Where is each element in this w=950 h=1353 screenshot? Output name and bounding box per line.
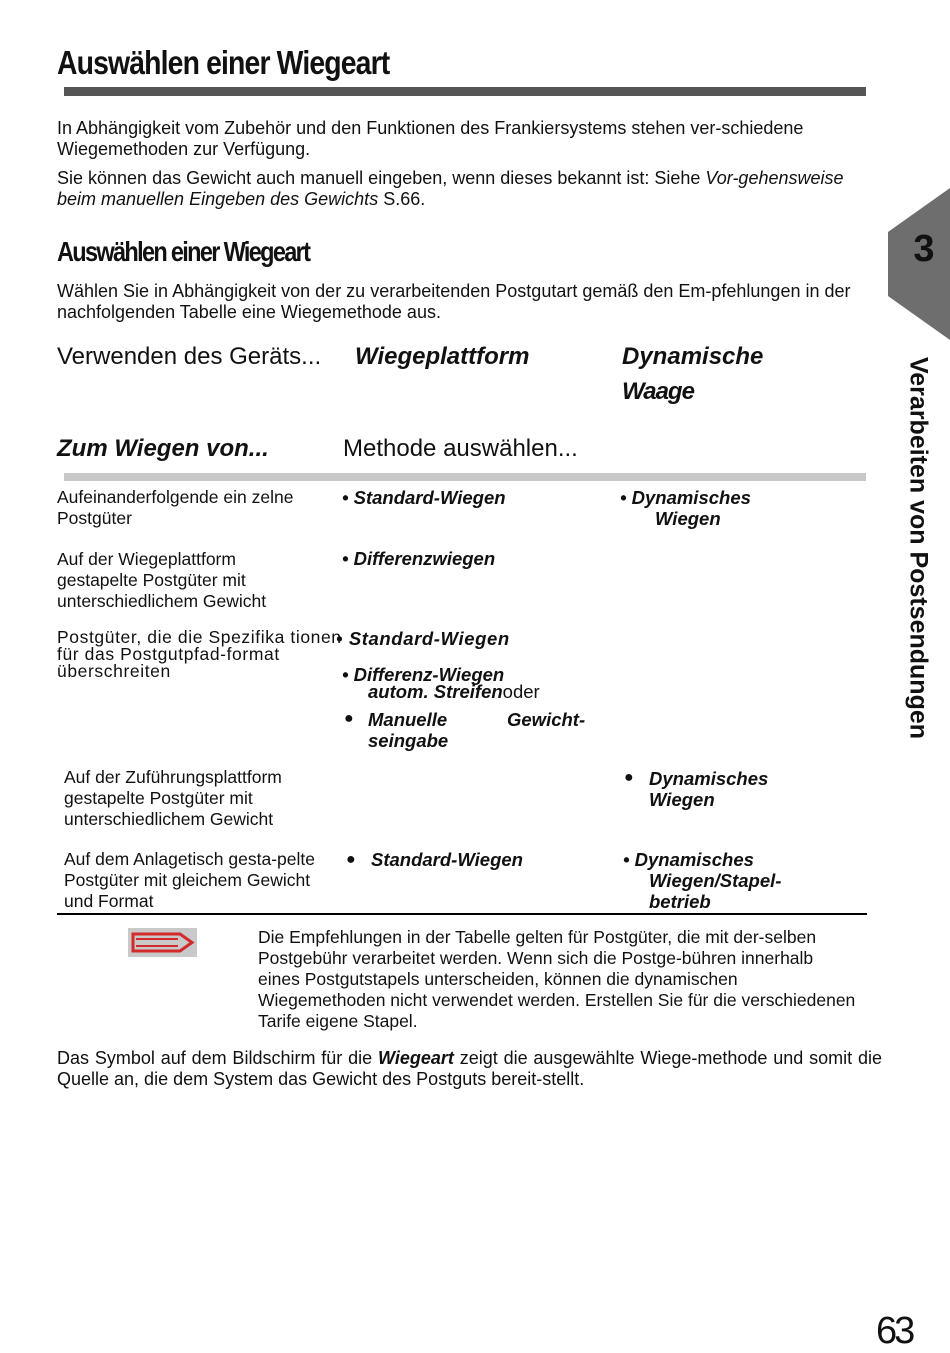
col-header-platform: Wiegeplattform: [355, 343, 530, 370]
row2-platform-method: • Differenzwiegen: [342, 548, 496, 569]
row1-platform-method: • Standard-Wiegen: [342, 487, 506, 508]
final-pre: Das Symbol auf dem Bildschirm für die: [57, 1048, 378, 1068]
section-text: Wählen Sie in Abhängigkeit von der zu verarbeitenden Postgutart gemäß den Em-pfehlungen in der nachfolgenden Tabelle eine Wiegemethode aus.: [57, 281, 851, 322]
row5-dynamic-method-1: • Dynamisches: [623, 849, 754, 870]
bullet-icon: ●: [624, 769, 634, 786]
col-header-dynamic-line1: Dynamische: [622, 343, 764, 370]
final-paragraph: [57, 1048, 882, 1090]
row5-dynamic-method-3: betrieb: [649, 891, 711, 912]
note-text: Die Empfehlungen in der Tabelle gelten für Postgüter, die mit der-selben Postgebühr verarbeitet werden. Wenn sich die Postge-bühren innerhalb eines Postgutstapels unterscheiden, können die dynamischen Wiegemethoden nicht verwendet werden. Erstellen Sie für die verschiedenen Tarife eigene Stapel.: [258, 927, 856, 1031]
chapter-number: 3: [913, 228, 935, 270]
manual-weight-reference[interactable]: Vor-gehensweise beim manuellen Eingeben des Gewichts: [57, 168, 844, 209]
table-bottom-rule: [57, 913, 867, 915]
final-bold-term: Wiegeart: [378, 1048, 454, 1068]
intro-paragraph-2: [57, 168, 877, 210]
row3-manual-2: Gewicht-: [507, 709, 586, 730]
bullet-icon: ●: [346, 851, 356, 868]
method-header: Methode auswählen...: [343, 435, 578, 462]
row3-platform-method-3: [368, 681, 540, 702]
table-row-label: Postgüter, die die Spezifika tionen für das Postgutpfad-format überschreiten: [57, 627, 342, 681]
row5-dynamic-method-2: Wiegen/Stapel-: [649, 870, 782, 891]
row3-platform-method-1: • Standard-Wiegen: [336, 628, 510, 649]
row3-manual-1: Manuelle: [368, 709, 448, 730]
table-header-rule: [64, 473, 866, 481]
intro-paragraph-1: In Abhängigkeit vom Zubehör und den Funktionen des Frankiersystems stehen ver-schiedene Wiegemethoden zur Verfügung.: [57, 118, 804, 159]
table-row-label: Aufeinanderfolgende ein zelne Postgüter: [57, 487, 294, 528]
table-row-label: Auf der Zuführungsplattform gestapelte Postgüter mit unterschiedlichem Gewicht: [64, 767, 282, 829]
row5-platform-method: Standard-Wiegen: [371, 849, 523, 870]
intro-p2-page-ref: S.66.: [378, 189, 426, 209]
table-row-label: Auf dem Anlagetisch gesta-pelte Postgüter mit gleichem Gewicht und Format: [64, 849, 315, 911]
page-title: Auswählen einer Wiegeart: [57, 44, 390, 81]
row3-manual-3: seingabe: [368, 730, 449, 751]
row-label-header: Zum Wiegen von...: [57, 435, 269, 462]
row1-dynamic-method-cont: Wiegen: [655, 508, 721, 529]
intro-p2-text: Sie können das Gewicht auch manuell eingeben, wenn dieses bekannt ist: Siehe: [57, 168, 706, 188]
row3-platform-method-2: • Differenz-Wiegen: [342, 664, 505, 685]
row4-dynamic-method: Dynamisches: [649, 768, 769, 789]
bullet-icon: ●: [344, 710, 354, 727]
table-row-label: Auf der Wiegeplattform gestapelte Postgüter mit unterschiedlichem Gewicht: [57, 549, 267, 611]
row4-dynamic-method-cont: Wiegen: [649, 789, 715, 810]
section-heading: Auswählen einer Wiegeart: [57, 236, 310, 267]
col-header-dynamic-line2: Waage: [622, 378, 694, 405]
final-post: zeigt die ausgewählte Wiege-methode und somit die Quelle an, die dem System das Gewicht des Postguts bereit-stellt.: [57, 1048, 882, 1089]
title-underline: [64, 87, 866, 96]
device-label: Verwenden des Geräts...: [57, 343, 322, 370]
note-arrow-icon: [128, 928, 197, 957]
page-number: 63: [876, 1310, 913, 1352]
row1-dynamic-method: • Dynamisches: [620, 487, 751, 508]
chapter-title-vertical: Verarbeiten von Postsendungen: [904, 356, 933, 740]
row3-or: oder: [502, 681, 540, 702]
row3-auto-strip: autom. Streifen: [368, 681, 503, 702]
